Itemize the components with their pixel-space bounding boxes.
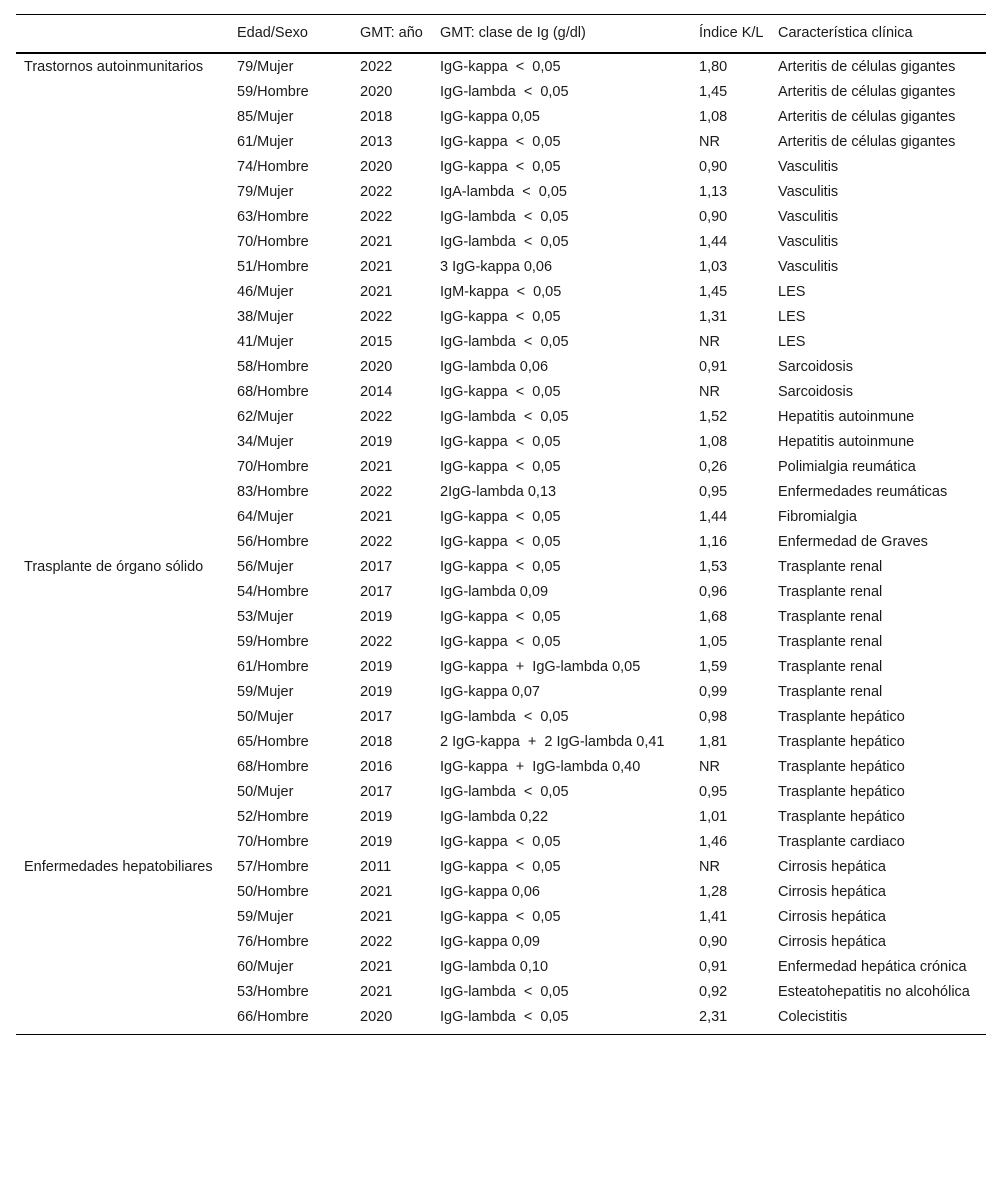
kl-index-cell: 1,01 [699, 809, 728, 825]
clinical-feature-cell: Trasplante hepático [778, 734, 905, 750]
kl-index-cell: 1,31 [699, 309, 728, 325]
kl-index-cell: 0,90 [699, 934, 728, 950]
clinical-feature-cell: Trasplante renal [778, 609, 883, 625]
group-label: Trasplante de órgano sólido [24, 559, 204, 575]
age-sex-cell: 60/Mujer [237, 959, 294, 975]
gmt-year-cell: 2013 [360, 134, 393, 150]
ig-class-cell: IgG-kappa < 0,05 [440, 434, 561, 450]
ig-class-cell: IgG-lambda < 0,05 [440, 1009, 569, 1025]
group-cell-empty [16, 130, 229, 155]
table-row [16, 780, 986, 805]
gmt-year-cell: 2015 [360, 334, 393, 350]
age-sex-cell: 79/Mujer [237, 59, 294, 75]
table-row [16, 755, 986, 780]
group-label: Enfermedades hepatobiliares [24, 859, 213, 875]
gmt-year-cell: 2022 [360, 409, 393, 425]
ig-class-cell: IgG-kappa < 0,05 [440, 834, 561, 850]
clinical-feature-cell: LES [778, 334, 806, 350]
clinical-feature-cell: Trasplante hepático [778, 784, 905, 800]
ig-class-cell: IgG-kappa + IgG-lambda 0,40 [440, 759, 641, 775]
age-sex-cell: 74/Hombre [237, 159, 309, 175]
table-row [16, 205, 986, 230]
kl-index-cell: 1,16 [699, 534, 728, 550]
table-row [16, 830, 986, 855]
table-header [16, 15, 986, 54]
gmt-year-cell: 2019 [360, 609, 393, 625]
ig-class-cell: 2 IgG-kappa + 2 IgG-lambda 0,41 [440, 734, 665, 750]
age-sex-cell: 62/Mujer [237, 409, 294, 425]
ig-class-cell: IgG-lambda 0,22 [440, 809, 549, 825]
table-container [16, 14, 986, 1035]
group-cell-empty [16, 630, 229, 655]
table-row [16, 655, 986, 680]
clinical-feature-cell: Vasculitis [778, 234, 839, 250]
group-cell-empty [16, 80, 229, 105]
age-sex-cell: 63/Hombre [237, 209, 309, 225]
clinical-feature-cell: Trasplante renal [778, 584, 883, 600]
ig-class-cell: IgG-kappa + IgG-lambda 0,05 [440, 659, 641, 675]
clinical-feature-cell: Vasculitis [778, 259, 839, 275]
table-row [16, 305, 986, 330]
clinical-feature-cell: Polimialgia reumática [778, 459, 916, 475]
group-cell-empty [16, 105, 229, 130]
ig-class-cell: IgM-kappa < 0,05 [440, 284, 562, 300]
ig-class-cell: IgG-kappa < 0,05 [440, 534, 561, 550]
table-row [16, 880, 986, 905]
ig-class-cell: IgG-kappa < 0,05 [440, 384, 561, 400]
gmt-year-cell: 2017 [360, 709, 393, 725]
group-cell-empty [16, 580, 229, 605]
gmt-year-cell: 2022 [360, 484, 393, 500]
table-row [16, 855, 986, 880]
gmt-year-cell: 2017 [360, 559, 393, 575]
group-cell-empty [16, 430, 229, 455]
clinical-feature-cell: Cirrosis hepática [778, 859, 886, 875]
ig-class-cell: IgG-kappa < 0,05 [440, 59, 561, 75]
age-sex-cell: 70/Hombre [237, 834, 309, 850]
gmt-year-cell: 2011 [360, 859, 392, 875]
age-sex-cell: 50/Mujer [237, 784, 294, 800]
clinical-feature-cell: Arteritis de células gigantes [778, 109, 956, 125]
age-sex-cell: 54/Hombre [237, 584, 309, 600]
gmt-year-cell: 2022 [360, 59, 393, 75]
ig-class-cell: IgG-lambda 0,06 [440, 359, 549, 375]
age-sex-cell: 85/Mujer [237, 109, 294, 125]
ig-class-cell: IgG-kappa < 0,05 [440, 634, 561, 650]
gmt-year-cell: 2022 [360, 634, 393, 650]
gmt-year-cell: 2017 [360, 584, 393, 600]
age-sex-cell: 70/Hombre [237, 459, 309, 475]
group-cell-empty [16, 355, 229, 380]
header-ig-class: GMT: clase de Ig (g/dl) [440, 25, 586, 41]
gmt-year-cell: 2021 [360, 284, 393, 300]
table-row [16, 53, 986, 80]
gmt-year-cell: 2021 [360, 909, 393, 925]
group-cell-empty [16, 305, 229, 330]
table-row [16, 230, 986, 255]
header-row [16, 15, 986, 54]
kl-index-cell: 0,98 [699, 709, 728, 725]
group-cell-empty [16, 930, 229, 955]
age-sex-cell: 57/Hombre [237, 859, 309, 875]
group-cell-empty [16, 180, 229, 205]
gmt-year-cell: 2019 [360, 834, 393, 850]
group-cell-empty [16, 805, 229, 830]
clinical-feature-cell: Trasplante renal [778, 659, 883, 675]
table-row [16, 455, 986, 480]
gmt-year-cell: 2017 [360, 784, 393, 800]
kl-index-cell: 1,41 [699, 909, 728, 925]
gmt-year-cell: 2021 [360, 984, 393, 1000]
clinical-feature-cell: Trasplante renal [778, 634, 883, 650]
group-cell-empty [16, 880, 229, 905]
clinical-feature-cell: Esteatohepatitis no alcohólica [778, 984, 970, 1000]
kl-index-cell: NR [699, 859, 720, 875]
gmt-year-cell: 2021 [360, 884, 393, 900]
gmt-year-cell: 2020 [360, 1009, 393, 1025]
kl-index-cell: 2,31 [699, 1009, 728, 1025]
table-row [16, 730, 986, 755]
age-sex-cell: 38/Mujer [237, 309, 294, 325]
group-label: Trastornos autoinmunitarios [24, 59, 204, 75]
ig-class-cell: IgG-lambda 0,10 [440, 959, 549, 975]
clinical-feature-cell: Trasplante cardiaco [778, 834, 905, 850]
table-row [16, 105, 986, 130]
clinical-feature-cell: Fibromialgia [778, 509, 857, 525]
gmt-year-cell: 2022 [360, 209, 393, 225]
gmt-year-cell: 2022 [360, 534, 393, 550]
clinical-feature-cell: Enfermedad de Graves [778, 534, 928, 550]
group-cell-empty [16, 505, 229, 530]
age-sex-cell: 61/Hombre [237, 659, 309, 675]
gmt-year-cell: 2019 [360, 434, 393, 450]
clinical-feature-cell: Colecistitis [778, 1009, 848, 1025]
table-row [16, 355, 986, 380]
ig-class-cell: IgG-kappa < 0,05 [440, 134, 561, 150]
table-row [16, 580, 986, 605]
age-sex-cell: 59/Mujer [237, 909, 294, 925]
header-kl-index: Índice K/L [699, 25, 764, 41]
age-sex-cell: 34/Mujer [237, 434, 294, 450]
ig-class-cell: IgG-kappa < 0,05 [440, 609, 561, 625]
ig-class-cell: 2IgG-lambda 0,13 [440, 484, 557, 500]
table-row [16, 630, 986, 655]
clinical-feature-cell: Cirrosis hepática [778, 884, 886, 900]
table-row [16, 905, 986, 930]
gmt-year-cell: 2020 [360, 359, 393, 375]
table-row [16, 530, 986, 555]
kl-index-cell: NR [699, 334, 720, 350]
kl-index-cell: 0,91 [699, 959, 728, 975]
ig-class-cell: IgG-lambda 0,09 [440, 584, 549, 600]
clinical-feature-cell: Vasculitis [778, 159, 839, 175]
age-sex-cell: 52/Hombre [237, 809, 309, 825]
table-row [16, 705, 986, 730]
table-row [16, 405, 986, 430]
age-sex-cell: 76/Hombre [237, 934, 309, 950]
group-cell-empty [16, 605, 229, 630]
header-clinical-feature: Característica clínica [778, 25, 913, 41]
gmt-year-cell: 2021 [360, 959, 393, 975]
ig-class-cell: IgG-kappa < 0,05 [440, 159, 561, 175]
ig-class-cell: IgG-lambda < 0,05 [440, 334, 569, 350]
ig-class-cell: IgG-kappa < 0,05 [440, 859, 561, 875]
table-row [16, 255, 986, 280]
group-cell-empty [16, 730, 229, 755]
age-sex-cell: 56/Mujer [237, 559, 294, 575]
table-body [16, 53, 986, 1035]
ig-class-cell: IgG-lambda < 0,05 [440, 234, 569, 250]
kl-index-cell: 0,90 [699, 159, 728, 175]
kl-index-cell: 0,26 [699, 459, 728, 475]
group-cell-empty [16, 480, 229, 505]
group-cell-empty [16, 980, 229, 1005]
kl-index-cell: 1,68 [699, 609, 728, 625]
age-sex-cell: 68/Hombre [237, 384, 309, 400]
kl-index-cell: 1,05 [699, 634, 728, 650]
kl-index-cell: 1,08 [699, 109, 728, 125]
age-sex-cell: 53/Mujer [237, 609, 294, 625]
table-row [16, 555, 986, 580]
clinical-feature-cell: Vasculitis [778, 184, 839, 200]
ig-class-cell: IgG-kappa 0,07 [440, 684, 540, 700]
gmt-year-cell: 2019 [360, 659, 393, 675]
table-row [16, 330, 986, 355]
table-row [16, 605, 986, 630]
gmt-year-cell: 2021 [360, 234, 393, 250]
gmt-year-cell: 2019 [360, 809, 393, 825]
gmt-year-cell: 2020 [360, 159, 393, 175]
clinical-feature-cell: Arteritis de células gigantes [778, 59, 956, 75]
table-row [16, 430, 986, 455]
age-sex-cell: 58/Hombre [237, 359, 309, 375]
table-row [16, 980, 986, 1005]
age-sex-cell: 53/Hombre [237, 984, 309, 1000]
gmt-year-cell: 2016 [360, 759, 393, 775]
kl-index-cell: 1,46 [699, 834, 728, 850]
kl-index-cell: 0,92 [699, 984, 728, 1000]
table-row [16, 680, 986, 705]
group-cell-empty [16, 205, 229, 230]
kl-index-cell: 1,44 [699, 509, 728, 525]
gmt-year-cell: 2022 [360, 934, 393, 950]
age-sex-cell: 46/Mujer [237, 284, 294, 300]
kl-index-cell: 1,81 [699, 734, 728, 750]
group-cell-empty [16, 255, 229, 280]
clinical-feature-cell: Cirrosis hepática [778, 909, 886, 925]
gmt-year-cell: 2021 [360, 459, 393, 475]
age-sex-cell: 59/Hombre [237, 84, 309, 100]
header-age-sex: Edad/Sexo [237, 25, 308, 41]
group-cell-empty [16, 330, 229, 355]
table-row [16, 180, 986, 205]
ig-class-cell: IgG-lambda < 0,05 [440, 984, 569, 1000]
ig-class-cell: IgG-kappa < 0,05 [440, 909, 561, 925]
table-row [16, 505, 986, 530]
group-cell-empty [16, 230, 229, 255]
group-cell-empty [16, 830, 229, 855]
age-sex-cell: 61/Mujer [237, 134, 294, 150]
ig-class-cell: IgG-lambda < 0,05 [440, 209, 569, 225]
clinical-feature-cell: Trasplante hepático [778, 759, 905, 775]
clinical-feature-cell: Hepatitis autoinmune [778, 409, 915, 425]
clinical-feature-cell: LES [778, 284, 806, 300]
ig-class-cell: IgA-lambda < 0,05 [440, 184, 567, 200]
gmt-year-cell: 2021 [360, 259, 393, 275]
age-sex-cell: 83/Hombre [237, 484, 309, 500]
clinical-feature-cell: Enfermedad hepática crónica [778, 959, 967, 975]
group-cell-empty [16, 755, 229, 780]
kl-index-cell: 1,53 [699, 559, 728, 575]
clinical-feature-cell: Arteritis de células gigantes [778, 84, 956, 100]
table-row [16, 280, 986, 305]
ig-class-cell: IgG-lambda < 0,05 [440, 784, 569, 800]
clinical-feature-cell: LES [778, 309, 806, 325]
table-row [16, 930, 986, 955]
group-cell-empty [16, 380, 229, 405]
header-group [16, 15, 229, 54]
kl-index-cell: 1,44 [699, 234, 728, 250]
age-sex-cell: 56/Hombre [237, 534, 309, 550]
gmt-clinical-table [16, 14, 986, 1035]
age-sex-cell: 70/Hombre [237, 234, 309, 250]
age-sex-cell: 50/Mujer [237, 709, 294, 725]
group-cell-empty [16, 530, 229, 555]
kl-index-cell: NR [699, 759, 720, 775]
age-sex-cell: 64/Mujer [237, 509, 294, 525]
age-sex-cell: 66/Hombre [237, 1009, 309, 1025]
group-cell-empty [16, 680, 229, 705]
group-cell-empty [16, 155, 229, 180]
age-sex-cell: 59/Mujer [237, 684, 294, 700]
kl-index-cell: 1,13 [699, 184, 728, 200]
kl-index-cell: 1,08 [699, 434, 728, 450]
clinical-feature-cell: Trasplante renal [778, 559, 883, 575]
table-row [16, 955, 986, 980]
kl-index-cell: 0,96 [699, 584, 728, 600]
clinical-feature-cell: Sarcoidosis [778, 384, 853, 400]
age-sex-cell: 50/Hombre [237, 884, 309, 900]
age-sex-cell: 68/Hombre [237, 759, 309, 775]
gmt-year-cell: 2022 [360, 309, 393, 325]
kl-index-cell: 0,91 [699, 359, 728, 375]
ig-class-cell: IgG-kappa 0,06 [440, 884, 540, 900]
kl-index-cell: 0,95 [699, 484, 728, 500]
kl-index-cell: 1,59 [699, 659, 728, 675]
clinical-feature-cell: Vasculitis [778, 209, 839, 225]
kl-index-cell: 0,95 [699, 784, 728, 800]
gmt-year-cell: 2014 [360, 384, 393, 400]
age-sex-cell: 59/Hombre [237, 634, 309, 650]
ig-class-cell: IgG-kappa < 0,05 [440, 459, 561, 475]
clinical-feature-cell: Cirrosis hepática [778, 934, 886, 950]
age-sex-cell: 65/Hombre [237, 734, 309, 750]
ig-class-cell: IgG-kappa 0,05 [440, 109, 540, 125]
table-row [16, 80, 986, 105]
kl-index-cell: 1,52 [699, 409, 728, 425]
age-sex-cell: 79/Mujer [237, 184, 294, 200]
kl-index-cell: 1,80 [699, 59, 728, 75]
table-row [16, 155, 986, 180]
clinical-feature-cell: Arteritis de células gigantes [778, 134, 956, 150]
ig-class-cell: IgG-kappa < 0,05 [440, 559, 561, 575]
ig-class-cell: 3 IgG-kappa 0,06 [440, 259, 553, 275]
group-cell-empty [16, 405, 229, 430]
clinical-feature-cell: Sarcoidosis [778, 359, 853, 375]
group-cell-empty [16, 705, 229, 730]
group-cell-empty [16, 455, 229, 480]
age-sex-cell: 41/Mujer [237, 334, 294, 350]
table-row [16, 1005, 986, 1035]
ig-class-cell: IgG-kappa < 0,05 [440, 309, 561, 325]
clinical-feature-cell: Enfermedades reumáticas [778, 484, 948, 500]
ig-class-cell: IgG-lambda < 0,05 [440, 84, 569, 100]
group-cell-empty [16, 280, 229, 305]
kl-index-cell: NR [699, 384, 720, 400]
ig-class-cell: IgG-kappa < 0,05 [440, 509, 561, 525]
kl-index-cell: 1,03 [699, 259, 728, 275]
kl-index-cell: 1,45 [699, 84, 728, 100]
ig-class-cell: IgG-lambda < 0,05 [440, 409, 569, 425]
ig-class-cell: IgG-kappa 0,09 [440, 934, 540, 950]
gmt-year-cell: 2019 [360, 684, 393, 700]
group-cell-empty [16, 955, 229, 980]
group-cell-empty [16, 905, 229, 930]
gmt-year-cell: 2020 [360, 84, 393, 100]
group-cell-empty [16, 1005, 229, 1035]
kl-index-cell: 1,28 [699, 884, 728, 900]
group-cell-empty [16, 780, 229, 805]
kl-index-cell: 0,99 [699, 684, 728, 700]
clinical-feature-cell: Trasplante hepático [778, 709, 905, 725]
kl-index-cell: NR [699, 134, 720, 150]
header-gmt-year: GMT: año [360, 25, 423, 41]
table-row [16, 480, 986, 505]
ig-class-cell: IgG-lambda < 0,05 [440, 709, 569, 725]
age-sex-cell: 51/Hombre [237, 259, 309, 275]
gmt-year-cell: 2021 [360, 509, 393, 525]
kl-index-cell: 0,90 [699, 209, 728, 225]
clinical-feature-cell: Hepatitis autoinmune [778, 434, 915, 450]
clinical-feature-cell: Trasplante hepático [778, 809, 905, 825]
table-row [16, 130, 986, 155]
table-row [16, 380, 986, 405]
gmt-year-cell: 2018 [360, 109, 393, 125]
clinical-feature-cell: Trasplante renal [778, 684, 883, 700]
gmt-year-cell: 2018 [360, 734, 393, 750]
group-cell-empty [16, 655, 229, 680]
table-row [16, 805, 986, 830]
gmt-year-cell: 2022 [360, 184, 393, 200]
kl-index-cell: 1,45 [699, 284, 728, 300]
